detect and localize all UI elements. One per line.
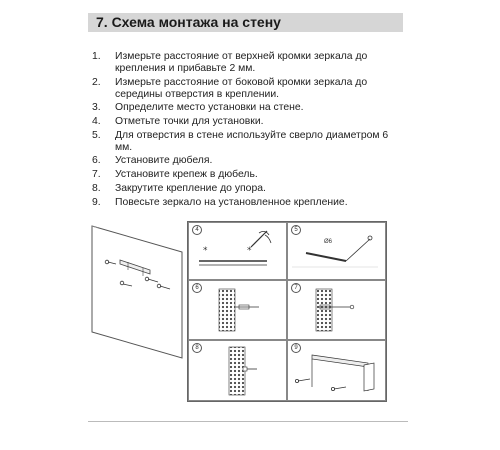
step-text: Измерьте расстояние от верхней кромки зеркала до крепления и прибавьте 2 мм.: [115, 51, 368, 74]
step-number: 8.: [92, 182, 101, 194]
step-item: [92, 77, 392, 101]
step-number: 4.: [92, 116, 101, 128]
step-badge: 5: [291, 225, 301, 235]
step-item: [92, 155, 392, 167]
step-item: [92, 116, 392, 128]
step-number: 9.: [92, 196, 101, 208]
step-text: Повесьте зеркало на установленное крепление.: [115, 196, 348, 208]
step-item: [92, 183, 392, 195]
dowel-install-drawing: [189, 281, 287, 339]
step-number: 6.: [92, 155, 101, 167]
step-item: [92, 197, 392, 209]
fastener-install-drawing: [288, 281, 386, 339]
step-number: 5.: [92, 129, 101, 141]
steps-list: [92, 51, 392, 210]
tighten-bracket-drawing: [189, 341, 287, 401]
step-number: 3.: [92, 102, 101, 114]
diagram-step-5: [287, 222, 386, 280]
step-badge: 9: [291, 343, 301, 353]
step-badge: 7: [291, 283, 301, 293]
step-text: Установите крепеж в дюбель.: [115, 169, 258, 181]
mirror-mounting-illustration: [88, 222, 188, 362]
diagram-step-8: [188, 340, 287, 401]
step-item: [92, 51, 392, 75]
step-text: Для отверстия в стене используйте сверло диаметром 6 мм.: [115, 129, 389, 153]
mark-points-drawing: [189, 223, 287, 279]
step-badge: 8: [192, 343, 202, 353]
section-header: [88, 13, 403, 32]
step-number: 1.: [92, 51, 101, 62]
svg-text:*: *: [203, 246, 208, 256]
step-number: 2.: [92, 76, 101, 88]
step-text: Отметьте точки для установки.: [115, 116, 264, 128]
step-number: 7.: [92, 169, 101, 181]
diagram-step-7: [287, 280, 386, 340]
step-text: Определите место установки на стене.: [115, 102, 304, 114]
step-item: [92, 169, 392, 181]
step-badge: 4: [192, 225, 202, 235]
step-item: [92, 102, 392, 114]
svg-text:*: *: [247, 246, 252, 256]
step-text: Закрутите крепление до упора.: [115, 182, 266, 194]
diagram-step-9: [287, 340, 386, 401]
step-text: Измерьте расстояние от боковой кромки зеркала до середины отверстия в креплении.: [115, 76, 368, 100]
hang-mirror-drawing: [288, 341, 386, 401]
drill-diameter-label: Ø6: [324, 239, 333, 245]
section-title: 7. Схема монтажа на стену: [96, 14, 281, 30]
diagram-step-4: [188, 222, 287, 280]
step-badge: 6: [192, 283, 202, 293]
drill-drawing: [288, 223, 386, 279]
diagram-step-6: [188, 280, 287, 340]
step-text: Установите дюбеля.: [115, 155, 213, 167]
step-diagrams-grid: [187, 221, 387, 402]
page-bottom-divider: [88, 421, 408, 422]
step-item: [92, 130, 392, 154]
